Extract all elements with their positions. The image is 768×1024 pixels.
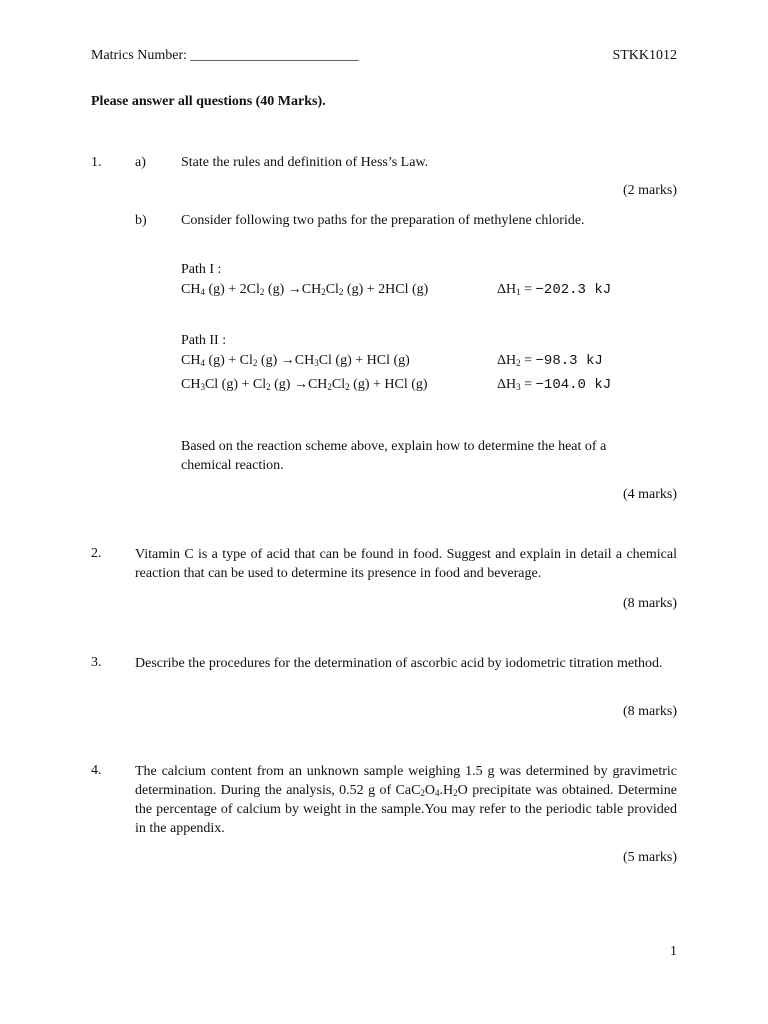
- question-1b-label: b): [135, 213, 147, 228]
- question-1a-marks: (2 marks): [622, 183, 677, 198]
- question-4-text: [135, 762, 677, 838]
- instructions: Please answer all questions (40 Marks).: [91, 94, 326, 109]
- question-1a-label: a): [135, 155, 146, 170]
- question-2-marks: (8 marks): [622, 596, 677, 611]
- formula-cac2o4: $CaC_2O_4.H_2O$: [395, 783, 468, 798]
- question-3-number: 3.: [91, 655, 102, 670]
- page-number: 1: [670, 944, 677, 959]
- question-1b-marks: (4 marks): [622, 487, 677, 502]
- delta-h2: $\Delta H_2 = -98.3$ kJ: [497, 353, 603, 369]
- delta-h3: $\Delta H_3 = -104.0$ kJ: [497, 377, 612, 393]
- delta-h1-value: −202.3 kJ: [535, 282, 612, 298]
- path-1-equation: $CH_4$ $(g) + 2Cl_2$ $(g) \to CH_2Cl_2$ (g) + 2HCl (g): [181, 282, 429, 297]
- delta-h2-value: −98.3 kJ: [535, 353, 603, 369]
- question-4-number: 4.: [91, 763, 102, 778]
- question-1a-text: State the rules and definition of Hess’s Law.: [181, 155, 429, 170]
- course-code: STKK1012: [612, 48, 677, 63]
- path-2-equation-1: $CH_4$ $(g) + Cl_2$ $(g) \to CH_3Cl$ (g) + HCl (g): [181, 353, 410, 368]
- question-3-marks: (8 marks): [622, 704, 677, 719]
- question-1-number: 1.: [91, 155, 102, 170]
- question-2-number: 2.: [91, 546, 102, 561]
- question-2-text: Vitamin C is a type of acid that can be found in food. Suggest and explain in detail a chemical reaction that can be used to determine its presence in food and beverage.: [135, 547, 677, 581]
- question-1b-prompt: Based on the reaction scheme above, explain how to determine the heat of a chemical reaction.: [181, 439, 607, 473]
- path-2-equation-2: $CH_3Cl$ $(g) + Cl_2$ $(g) \to CH_2Cl_2$ (g) + HCl (g): [181, 377, 428, 392]
- question-1b-text: Consider following two paths for the preparation of methylene chloride.: [181, 213, 585, 228]
- path-2-label: Path II :: [181, 333, 227, 348]
- question-4-text-start: The calcium content from an unknown sample weighing 1.5 g was determined by gravimetric determination. During the analysis, 0.52 g of: [135, 764, 677, 798]
- path-1-label: Path I :: [181, 262, 222, 277]
- delta-h1: $\Delta H_1 = -202.3$ kJ: [497, 282, 612, 298]
- question-4-marks: (5 marks): [622, 850, 677, 865]
- matrics-number-label: Matrics Number: ________________________: [91, 48, 359, 63]
- question-3-text: Describe the procedures for the determination of ascorbic acid by iodometric titration method.: [135, 656, 663, 671]
- delta-h3-value: −104.0 kJ: [535, 377, 612, 393]
- question-4-text-end: precipitate was obtained. Determine the percentage of calcium by weight in the sample.You may refer to the periodic table provided in the appendix.: [135, 783, 677, 836]
